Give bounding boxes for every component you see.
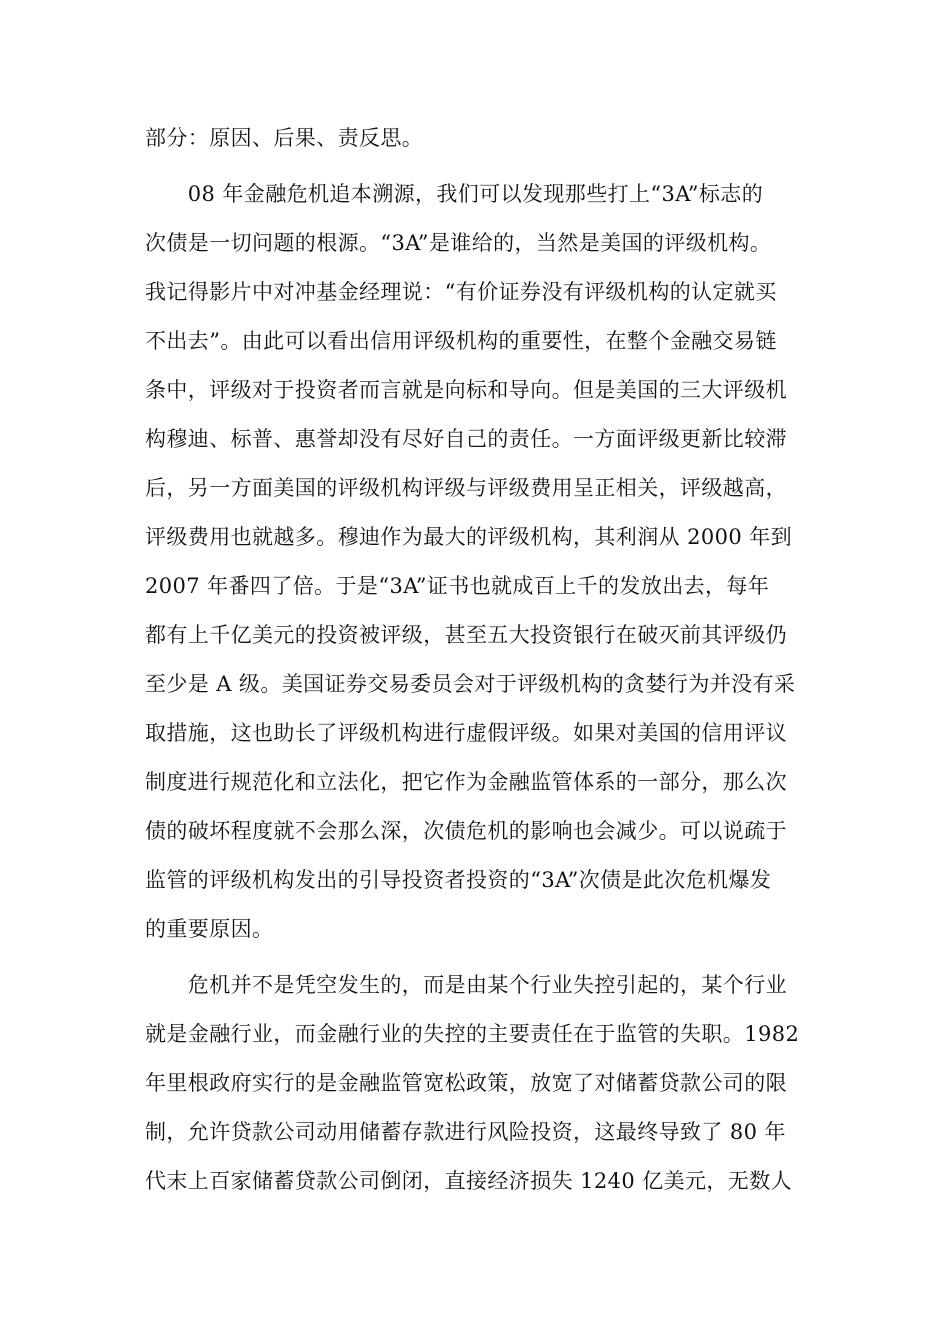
text-line: 后，另一方面美国的评级机构评级与评级费用呈正相关，评级越高， xyxy=(145,476,787,500)
text-line: 部分：原因、后果、责反思。 xyxy=(145,126,424,150)
text-line: 次债是一切问题的根源。“3A”是谁给的，当然是美国的评级机构。 xyxy=(145,231,772,255)
paragraph-2 xyxy=(145,170,807,954)
text-line: 代末上百家储蓄贷款公司倒闭，直接经济损失 1240 亿美元，无数人 xyxy=(145,1169,792,1193)
text-line: 年里根政府实行的是金融监管宽松政策，放宽了对储蓄贷款公司的限 xyxy=(145,1071,787,1095)
paragraph-1 xyxy=(145,114,807,163)
text-line: 监管的评级机构发出的引导投资者投资的“3A”次债是此次危机爆发 xyxy=(145,868,772,892)
text-line: 评级费用也就越多。穆迪作为最大的评级机构，其利润从 2000 年到 xyxy=(145,525,792,549)
text-line: 08 年金融危机追本溯源，我们可以发现那些打上“3A”标志的 xyxy=(145,182,764,206)
text-line: 的重要原因。 xyxy=(145,917,274,941)
text-line: 就是金融行业，而金融行业的失控的主要责任在于监管的失职。1982 xyxy=(145,1022,800,1046)
text-line: 至少是 A 级。美国证券交易委员会对于评级机构的贪婪行为并没有采 xyxy=(145,672,796,696)
text-line: 取措施，这也助长了评级机构进行虚假评级。如果对美国的信用评议 xyxy=(145,721,787,745)
text-line: 我记得影片中对冲基金经理说：“有价证券没有评级机构的认定就买 xyxy=(145,280,777,304)
text-line: 都有上千亿美元的投资被评级，甚至五大投资银行在破灭前其评级仍 xyxy=(145,623,787,647)
paragraph-spacing xyxy=(145,954,807,961)
text-line: 危机并不是凭空发生的，而是由某个行业失控引起的，某个行业 xyxy=(145,973,787,997)
text-line: 构穆迪、标普、惠誉却没有尽好自己的责任。一方面评级更新比较滞 xyxy=(145,427,787,451)
text-line: 制，允许贷款公司动用储蓄存款进行风险投资，这最终导致了 80 年 xyxy=(145,1120,786,1144)
paragraph-3 xyxy=(145,961,807,1206)
text-line: 制度进行规范化和立法化，把它作为金融监管体系的一部分，那么次 xyxy=(145,770,787,794)
text-line: 不出去”。由此可以看出信用评级机构的重要性，在整个金融交易链 xyxy=(145,329,777,353)
document-body xyxy=(145,114,807,1206)
text-line: 债的破坏程度就不会那么深，次债危机的影响也会减少。可以说疏于 xyxy=(145,819,787,843)
paragraph-spacing xyxy=(145,163,807,170)
text-line: 2007 年番四了倍。于是“3A”证书也就成百上千的发放出去，每年 xyxy=(145,574,770,598)
text-line: 条中，评级对于投资者而言就是向标和导向。但是美国的三大评级机 xyxy=(145,378,787,402)
